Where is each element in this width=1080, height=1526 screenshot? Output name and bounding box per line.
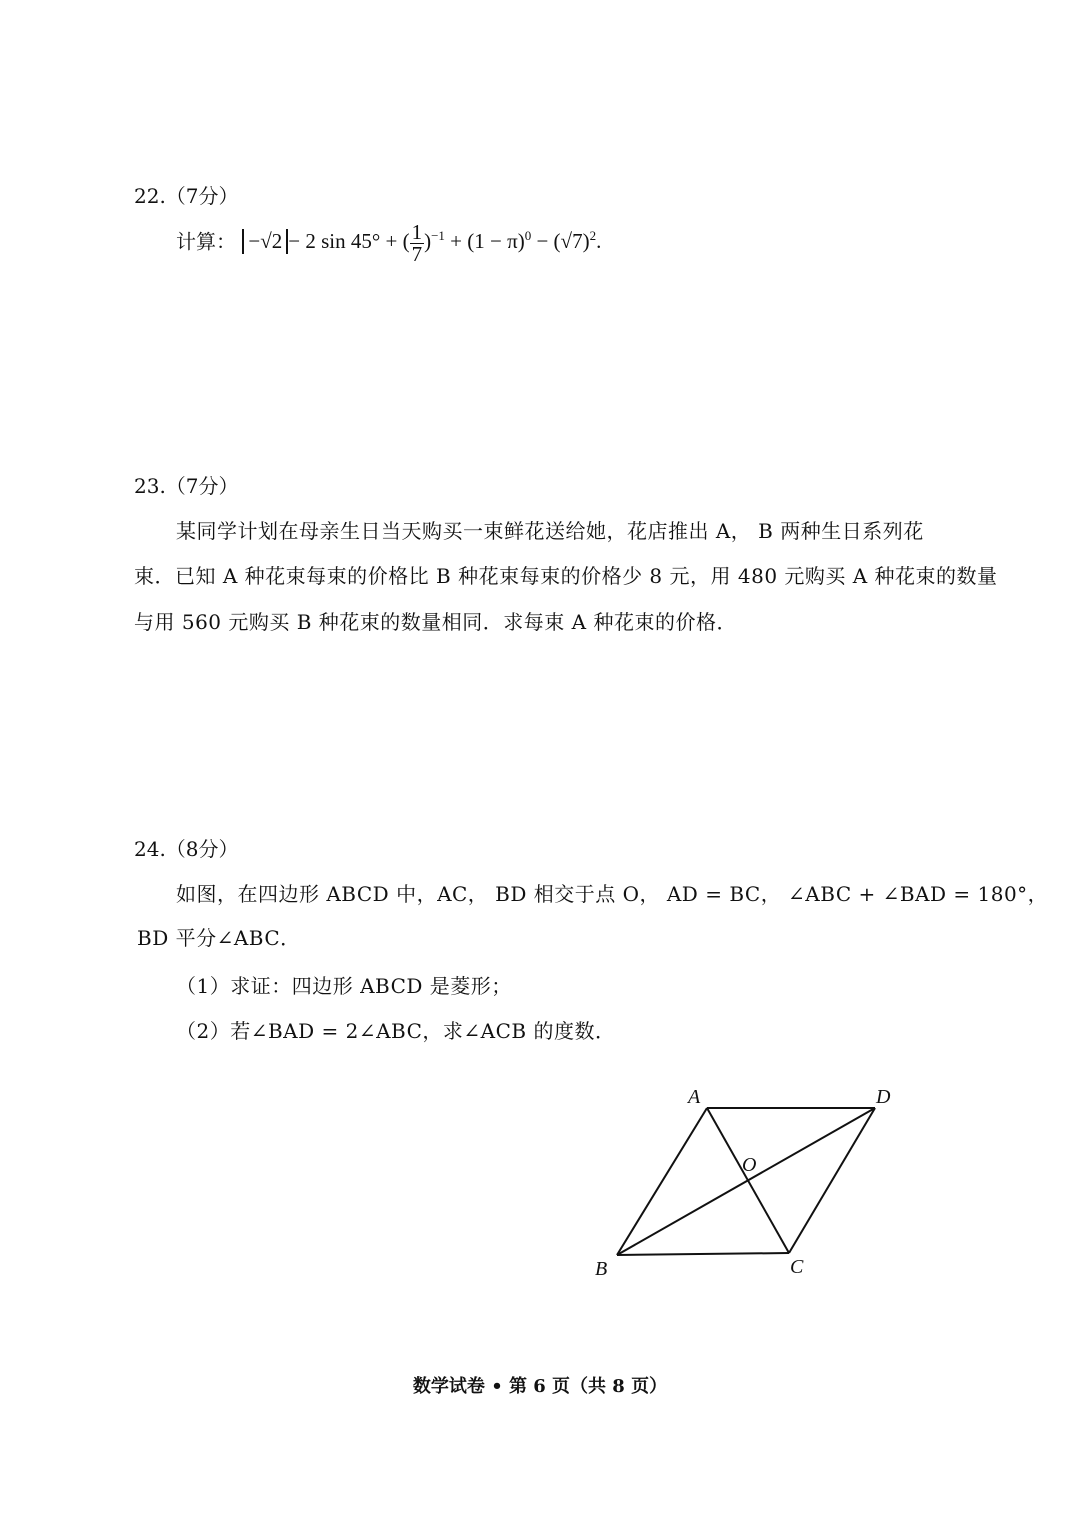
- q24-line-1: 如图，在四边形 ABCD 中，AC， BD 相交于点 O， AD = BC， ∠ABC + ∠BAD = 180°，: [176, 882, 1049, 906]
- q24-line-2: BD 平分∠ABC．: [137, 926, 301, 950]
- exp2: 0: [524, 228, 532, 244]
- math-expression: −√2 − 2 sin 45° + ( $\frac{1}{7}$ )$^{-1} + (1 - \pi)^0 - (√7)^2$.: [242, 229, 601, 253]
- side-ba: [617, 1108, 707, 1255]
- q24-part-1: （1）求证：四边形 ABCD 是菱形；: [176, 974, 512, 998]
- exp1: −1: [431, 228, 445, 244]
- q23-heading: 23.（7分）: [134, 474, 239, 498]
- q23-line-2: 束．已知 A 种花束每束的价格比 B 种花束每束的价格少 8 元，用 480 元购买 A 种花束的数量: [134, 564, 998, 588]
- q24-part-2: （2）若∠BAD = 2∠ABC，求∠ACB 的度数．: [176, 1019, 616, 1043]
- q23-line-3: 与用 560 元购买 B 种花束的数量相同．求每束 A 种花束的价格．: [134, 610, 737, 634]
- q22-heading: 22.（7分）: [134, 184, 239, 208]
- q23-line-1: 某同学计划在母亲生日当天购买一束鲜花送给她，花店推出 A， B 两种生日系列花: [176, 519, 924, 543]
- label-c: C: [790, 1256, 804, 1278]
- rhombus-figure: [580, 1075, 920, 1285]
- q22-expression: [176, 222, 601, 265]
- label-b: B: [595, 1258, 608, 1280]
- q24-heading: 24.（8分）: [134, 837, 239, 861]
- side-cb: [617, 1253, 789, 1255]
- page-footer: 数学试卷 • 第 6 页（共 8 页）: [412, 1376, 668, 1397]
- label-a: A: [688, 1086, 701, 1108]
- fraction: $\frac{1}{7}$: [411, 220, 423, 266]
- calc-label: 计算：: [176, 229, 236, 254]
- term4: − (√7): [531, 229, 590, 254]
- term2: − 2 sin 45° + (: [288, 229, 410, 254]
- diagonal-bd: [617, 1108, 875, 1255]
- label-d: D: [876, 1086, 891, 1108]
- label-o: O: [742, 1154, 757, 1176]
- side-dc: [789, 1108, 875, 1253]
- absolute-value: −√2: [242, 229, 288, 254]
- exp3: 2: [589, 228, 597, 244]
- term3: + (1 − π): [444, 229, 525, 254]
